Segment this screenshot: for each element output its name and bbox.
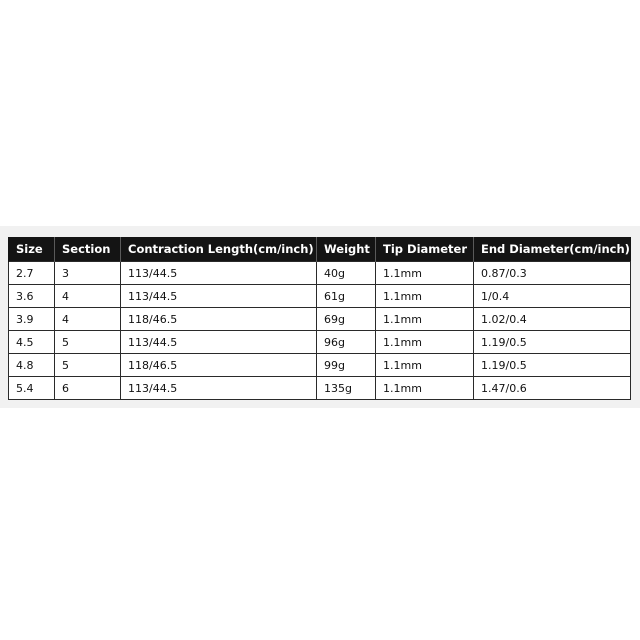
cell-end-diameter: 0.87/0.3: [474, 262, 631, 285]
header-size: Size: [9, 237, 55, 262]
cell-contraction-length: 118/46.5: [121, 308, 317, 331]
cell-size: 5.4: [9, 377, 55, 400]
cell-weight: 61g: [317, 285, 376, 308]
header-tip-diameter: Tip Diameter: [376, 237, 474, 262]
cell-contraction-length: 113/44.5: [121, 331, 317, 354]
table-row: [9, 308, 631, 331]
header-end-diameter: End Diameter(cm/inch): [474, 237, 631, 262]
spec-table: [8, 237, 631, 400]
cell-section: 3: [55, 262, 121, 285]
cell-end-diameter: 1.19/0.5: [474, 331, 631, 354]
cell-section: 5: [55, 331, 121, 354]
cell-section: 6: [55, 377, 121, 400]
cell-weight: 135g: [317, 377, 376, 400]
cell-section: 4: [55, 285, 121, 308]
table-row: [9, 377, 631, 400]
cell-weight: 96g: [317, 331, 376, 354]
cell-contraction-length: 113/44.5: [121, 285, 317, 308]
cell-contraction-length: 118/46.5: [121, 354, 317, 377]
cell-weight: 69g: [317, 308, 376, 331]
cell-tip-diameter: 1.1mm: [376, 308, 474, 331]
header-weight: Weight: [317, 237, 376, 262]
cell-size: 2.7: [9, 262, 55, 285]
cell-tip-diameter: 1.1mm: [376, 331, 474, 354]
cell-size: 4.8: [9, 354, 55, 377]
cell-weight: 40g: [317, 262, 376, 285]
cell-end-diameter: 1.02/0.4: [474, 308, 631, 331]
cell-end-diameter: 1.19/0.5: [474, 354, 631, 377]
cell-tip-diameter: 1.1mm: [376, 354, 474, 377]
table-row: [9, 354, 631, 377]
header-contraction-length: Contraction Length(cm/inch): [121, 237, 317, 262]
cell-tip-diameter: 1.1mm: [376, 285, 474, 308]
cell-tip-diameter: 1.1mm: [376, 377, 474, 400]
cell-end-diameter: 1/0.4: [474, 285, 631, 308]
cell-section: 4: [55, 308, 121, 331]
cell-weight: 99g: [317, 354, 376, 377]
header-row: [9, 237, 631, 262]
cell-size: 3.6: [9, 285, 55, 308]
cell-contraction-length: 113/44.5: [121, 377, 317, 400]
cell-tip-diameter: 1.1mm: [376, 262, 474, 285]
cell-size: 3.9: [9, 308, 55, 331]
table-row: [9, 262, 631, 285]
header-section: Section: [55, 237, 121, 262]
table-row: [9, 285, 631, 308]
cell-contraction-length: 113/44.5: [121, 262, 317, 285]
cell-size: 4.5: [9, 331, 55, 354]
cell-end-diameter: 1.47/0.6: [474, 377, 631, 400]
table-row: [9, 331, 631, 354]
cell-section: 5: [55, 354, 121, 377]
